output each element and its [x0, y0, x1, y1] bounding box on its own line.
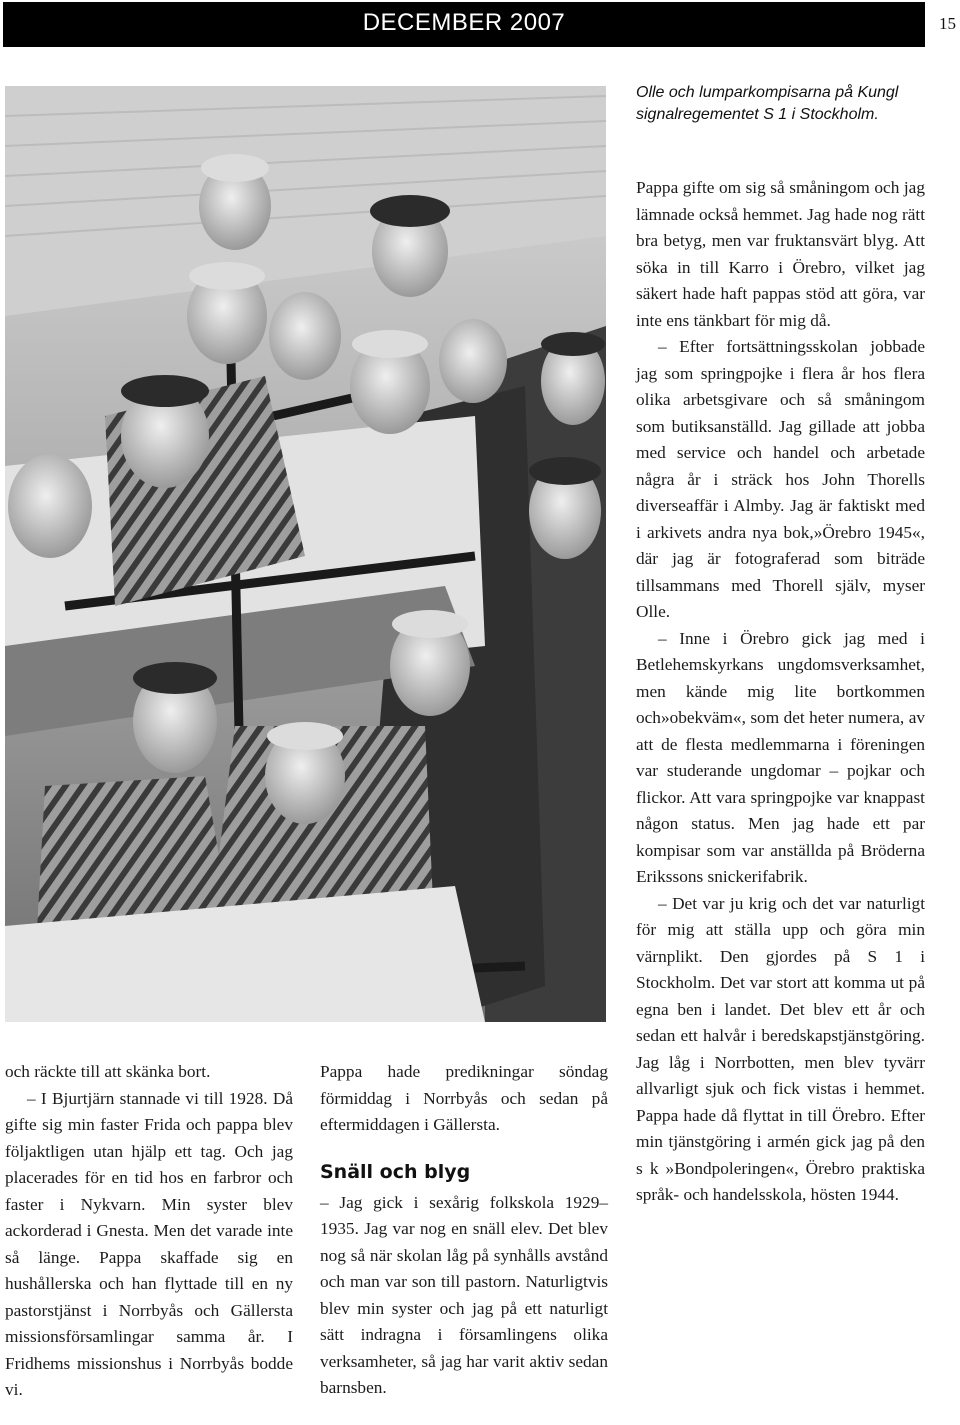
paragraph: – I Bjurtjärn stannade vi till 1928. Då gifte sig min faster Frida och pappa blev följaktligen utan hjälp ett tag. Och jag placerades för en tid hos en farbror och faster i Nykvarn. Min syster blev ackorderad i Gnesta. Men det varade inte så länge. Pappa skaffade sig en hushållerska och han flyttade till en ny pastorstjänst i Norrbyås och Gällersta missionsförsamlingar samma år. I Fridhems missionshus i Norrbyås bodde vi. [5, 1088, 293, 1399]
group-photo-illustration [5, 86, 606, 1022]
section-subheading: Snäll och blyg [320, 1160, 471, 1183]
paragraph: – Det var ju krig och det var naturligt för mig att ställa upp och göra min värnplikt. Den gjordes på S 1 i Stockholm. Det var stort att komma ut på egna ben i landet. Det blev ett år och sedan ett halvår i beredskapstjänstgöring. Jag låg i Norrbotten, men blev tyvärr allvarligt sjuk och fick vistas i hemmet. Pappa hade då flyttat in till Örebro. Efter min tjänstgöring i armén gick jag på den s k »Bondpoleringen«, Örebro praktiska språk- och handelsskola, hösten 1944. [636, 893, 925, 1204]
header-bar [3, 2, 925, 47]
paragraph: – Efter fortsättningsskolan jobbade jag som springpojke i flera år hos flera olika arbetsgivare och så småningom som butiksanställd. Jag gillade att jobba med service och handel och arbetade några år i sträck hos John Thorells diverseaffär i Almby. Jag är faktiskt med i arkivets andra nya bok,»Örebro 1945«, där jag är fotograferad som biträde tillsammans med Thorell själv, myser Olle. [636, 337, 925, 621]
article-column-middle [320, 1059, 608, 1402]
article-column-right [636, 175, 925, 1209]
paragraph: och räckte till att skänka bort. [5, 1062, 211, 1081]
paragraph: – Inne i Örebro gick jag med i Betlehemskyrkans ungdomsverksamhet, men kände mig lite bortkommen och»obekväm«, som det heter numera, av att de flesta medlemmarna i föreningen var studerande ungdomar – pojkar och flickor. Att vara springpojke var knappast någon status. Men jag hade ett par kompisar som var anställda på Bröderna Erikssons snickerifabrik. [636, 628, 925, 886]
article-column-left [5, 1059, 293, 1404]
page-number: 15 [939, 14, 956, 33]
photo-caption: Olle och lumparkompisarna på Kungl signalregementet S 1 i Stockholm. [636, 84, 899, 123]
paragraph: – Jag gick i sexårig folkskola 1929–1935. Jag var nog en snäll elev. Det blev nog så när skolan låg på synhålls avstånd och man var son till pastorn. Naturligtvis blev min syster och jag på ett naturligt sätt indragna i församlingens olika verksamheter, så jag har varit aktiv sedan barnsben. [320, 1192, 608, 1397]
paragraph: Pappa hade predikningar söndag förmiddag i Norrbyås och sedan på eftermiddagen i Gällersta. [320, 1062, 608, 1134]
group-photo [5, 86, 606, 1022]
issue-date-title: DECEMBER 2007 [362, 9, 566, 36]
paragraph: Pappa gifte om sig så småningom och jag lämnade också hemmet. Jag hade nog rätt bra betyg, men var fruktansvärt blyg. Att söka in till Karro i Örebro, vilket jag säkert hade haft pappas stöd att göra, var inte ens tänkbart för mig då. [636, 178, 925, 330]
